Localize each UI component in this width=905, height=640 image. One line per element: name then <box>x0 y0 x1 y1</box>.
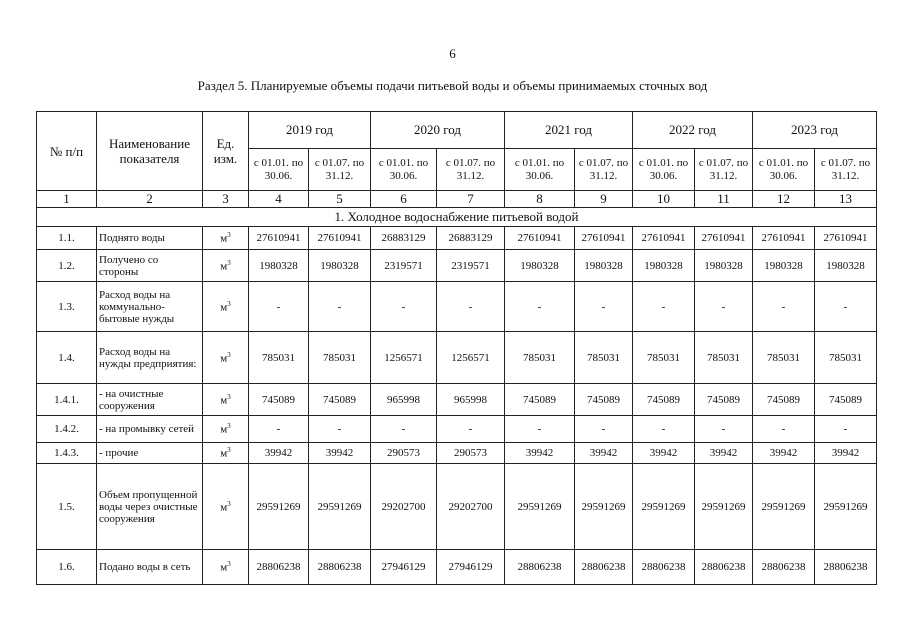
value-cell: 29591269 <box>249 464 309 550</box>
row-name: - прочие <box>97 443 203 464</box>
value-cell: - <box>437 416 505 443</box>
page-number: 6 <box>449 46 456 61</box>
row-name: Расход воды на коммунально-бытовые нужды <box>97 282 203 332</box>
value-cell: 745089 <box>249 384 309 416</box>
value-cell: - <box>633 282 695 332</box>
value-cell: 745089 <box>815 384 877 416</box>
value-cell: 39942 <box>633 443 695 464</box>
value-cell: 1980328 <box>505 250 575 282</box>
value-cell: - <box>505 416 575 443</box>
column-number-row <box>37 191 877 208</box>
value-cell: 27610941 <box>309 227 371 250</box>
unit-text: м <box>220 232 228 245</box>
row-unit <box>203 332 249 384</box>
unit-text: м <box>220 561 228 574</box>
value-cell: 39942 <box>505 443 575 464</box>
unit-text: м <box>220 423 228 436</box>
header-year-2021: 2021 год <box>505 112 633 149</box>
table-row <box>37 384 877 416</box>
value-cell: 785031 <box>815 332 877 384</box>
row-number: 1.4. <box>37 332 97 384</box>
value-cell: 745089 <box>633 384 695 416</box>
value-cell: 1980328 <box>815 250 877 282</box>
header-name: Наименование показателя <box>97 112 203 191</box>
header-num: № п/п <box>37 112 97 191</box>
header-period-h1: с 01.01. по 30.06. <box>633 149 695 191</box>
table-row <box>37 416 877 443</box>
header-year-2022: 2022 год <box>633 112 753 149</box>
value-cell: 785031 <box>695 332 753 384</box>
value-cell: 29202700 <box>371 464 437 550</box>
value-cell: 28806238 <box>249 550 309 585</box>
value-cell: 27610941 <box>815 227 877 250</box>
row-unit <box>203 227 249 250</box>
column-number: 7 <box>437 191 505 208</box>
value-cell: 785031 <box>505 332 575 384</box>
value-cell: - <box>309 416 371 443</box>
header-year-2020: 2020 год <box>371 112 505 149</box>
header-period-h2: с 01.07. по 31.12. <box>695 149 753 191</box>
value-cell: 27610941 <box>753 227 815 250</box>
row-unit <box>203 443 249 464</box>
row-unit <box>203 416 249 443</box>
row-name: Объем пропущенной воды через очистные сооружения <box>97 464 203 550</box>
value-cell: 39942 <box>309 443 371 464</box>
column-number: 13 <box>815 191 877 208</box>
header-year-2019: 2019 год <box>249 112 371 149</box>
row-number: 1.4.3. <box>37 443 97 464</box>
header-period-h1: с 01.01. по 30.06. <box>249 149 309 191</box>
value-cell: - <box>371 282 437 332</box>
column-number: 12 <box>753 191 815 208</box>
value-cell: 1980328 <box>753 250 815 282</box>
value-cell: 29591269 <box>753 464 815 550</box>
column-number: 11 <box>695 191 753 208</box>
value-cell: 1256571 <box>371 332 437 384</box>
value-cell: 785031 <box>575 332 633 384</box>
value-cell: - <box>575 416 633 443</box>
value-cell: 785031 <box>753 332 815 384</box>
column-number: 3 <box>203 191 249 208</box>
value-cell: - <box>695 282 753 332</box>
unit-exponent: 3 <box>227 350 231 359</box>
value-cell: - <box>575 282 633 332</box>
row-number: 1.2. <box>37 250 97 282</box>
value-cell: 1980328 <box>575 250 633 282</box>
value-cell: - <box>633 416 695 443</box>
row-unit <box>203 550 249 585</box>
unit-exponent: 3 <box>227 560 231 569</box>
unit-text: м <box>220 394 228 407</box>
value-cell: 28806238 <box>633 550 695 585</box>
row-unit <box>203 250 249 282</box>
row-number: 1.3. <box>37 282 97 332</box>
section-heading: 1. Холодное водоснабжение питьевой водой <box>37 208 877 227</box>
row-name: Подано воды в сеть <box>97 550 203 585</box>
row-number: 1.4.2. <box>37 416 97 443</box>
value-cell: - <box>505 282 575 332</box>
value-cell: 28806238 <box>505 550 575 585</box>
column-number: 9 <box>575 191 633 208</box>
column-number: 1 <box>37 191 97 208</box>
header-period-h1: с 01.01. по 30.06. <box>371 149 437 191</box>
row-unit <box>203 384 249 416</box>
unit-exponent: 3 <box>227 392 231 401</box>
unit-exponent: 3 <box>227 446 231 455</box>
header-year-2023: 2023 год <box>753 112 877 149</box>
value-cell: 745089 <box>309 384 371 416</box>
table-row <box>37 227 877 250</box>
value-cell: 27610941 <box>575 227 633 250</box>
value-cell: 29591269 <box>695 464 753 550</box>
value-cell: - <box>815 416 877 443</box>
value-cell: 785031 <box>249 332 309 384</box>
unit-text: м <box>220 501 228 514</box>
value-cell: 745089 <box>505 384 575 416</box>
value-cell: 29591269 <box>633 464 695 550</box>
value-cell: 27946129 <box>371 550 437 585</box>
unit-exponent: 3 <box>227 499 231 508</box>
section-row <box>37 208 877 227</box>
unit-exponent: 3 <box>227 258 231 267</box>
value-cell: - <box>753 282 815 332</box>
unit-exponent: 3 <box>227 299 231 308</box>
value-cell: 290573 <box>437 443 505 464</box>
value-cell: - <box>437 282 505 332</box>
column-number: 8 <box>505 191 575 208</box>
row-number: 1.4.1. <box>37 384 97 416</box>
table-row <box>37 332 877 384</box>
value-cell: - <box>815 282 877 332</box>
value-cell: 27610941 <box>505 227 575 250</box>
row-name: Расход воды на нужды предприятия: <box>97 332 203 384</box>
row-number: 1.6. <box>37 550 97 585</box>
value-cell: 28806238 <box>753 550 815 585</box>
value-cell: - <box>695 416 753 443</box>
value-cell: 29202700 <box>437 464 505 550</box>
value-cell: 27610941 <box>633 227 695 250</box>
value-cell: - <box>371 416 437 443</box>
section-title: Раздел 5. Планируемые объемы подачи питьевой воды и объемы принимаемых сточных вод <box>197 78 708 93</box>
value-cell: 27610941 <box>249 227 309 250</box>
header-period-h2: с 01.07. по 31.12. <box>815 149 877 191</box>
header-period-h2: с 01.07. по 31.12. <box>437 149 505 191</box>
value-cell: 1980328 <box>309 250 371 282</box>
row-name: Получено со стороны <box>97 250 203 282</box>
header-period-h2: с 01.07. по 31.12. <box>575 149 633 191</box>
row-number: 1.5. <box>37 464 97 550</box>
value-cell: 965998 <box>437 384 505 416</box>
value-cell: 29591269 <box>575 464 633 550</box>
column-number: 4 <box>249 191 309 208</box>
row-name: - на промывку сетей <box>97 416 203 443</box>
unit-exponent: 3 <box>227 231 231 240</box>
table-row <box>37 282 877 332</box>
value-cell: - <box>309 282 371 332</box>
value-cell: 28806238 <box>309 550 371 585</box>
header-period-h1: с 01.01. по 30.06. <box>505 149 575 191</box>
value-cell: 39942 <box>249 443 309 464</box>
value-cell: 2319571 <box>371 250 437 282</box>
value-cell: 27610941 <box>695 227 753 250</box>
row-name: Поднято воды <box>97 227 203 250</box>
unit-text: м <box>220 260 228 273</box>
unit-exponent: 3 <box>227 422 231 431</box>
value-cell: - <box>249 282 309 332</box>
value-cell: 965998 <box>371 384 437 416</box>
value-cell: 28806238 <box>815 550 877 585</box>
row-unit <box>203 282 249 332</box>
value-cell: 785031 <box>309 332 371 384</box>
value-cell: 290573 <box>371 443 437 464</box>
header-period-h2: с 01.07. по 31.12. <box>309 149 371 191</box>
unit-text: м <box>220 301 228 314</box>
value-cell: 29591269 <box>309 464 371 550</box>
table-body <box>37 191 877 585</box>
value-cell: 26883129 <box>371 227 437 250</box>
value-cell: 28806238 <box>575 550 633 585</box>
value-cell: 27946129 <box>437 550 505 585</box>
value-cell: 1980328 <box>249 250 309 282</box>
value-cell: 28806238 <box>695 550 753 585</box>
table-row <box>37 550 877 585</box>
value-cell: 29591269 <box>815 464 877 550</box>
row-name: - на очистные сооружения <box>97 384 203 416</box>
value-cell: 26883129 <box>437 227 505 250</box>
column-number: 10 <box>633 191 695 208</box>
table-row <box>37 443 877 464</box>
value-cell: 745089 <box>753 384 815 416</box>
header-unit: Ед. изм. <box>203 112 249 191</box>
unit-text: м <box>220 447 228 460</box>
unit-text: м <box>220 352 228 365</box>
column-number: 5 <box>309 191 371 208</box>
value-cell: - <box>753 416 815 443</box>
row-number: 1.1. <box>37 227 97 250</box>
value-cell: 39942 <box>695 443 753 464</box>
value-cell: 745089 <box>695 384 753 416</box>
value-cell: 39942 <box>753 443 815 464</box>
value-cell: 2319571 <box>437 250 505 282</box>
value-cell: - <box>249 416 309 443</box>
column-number: 2 <box>97 191 203 208</box>
value-cell: 1256571 <box>437 332 505 384</box>
value-cell: 1980328 <box>695 250 753 282</box>
value-cell: 29591269 <box>505 464 575 550</box>
table-row <box>37 250 877 282</box>
row-unit <box>203 464 249 550</box>
header-period-h1: с 01.01. по 30.06. <box>753 149 815 191</box>
value-cell: 1980328 <box>633 250 695 282</box>
value-cell: 745089 <box>575 384 633 416</box>
column-number: 6 <box>371 191 437 208</box>
value-cell: 39942 <box>815 443 877 464</box>
value-cell: 39942 <box>575 443 633 464</box>
water-volume-table <box>36 111 877 585</box>
table-row <box>37 464 877 550</box>
value-cell: 785031 <box>633 332 695 384</box>
